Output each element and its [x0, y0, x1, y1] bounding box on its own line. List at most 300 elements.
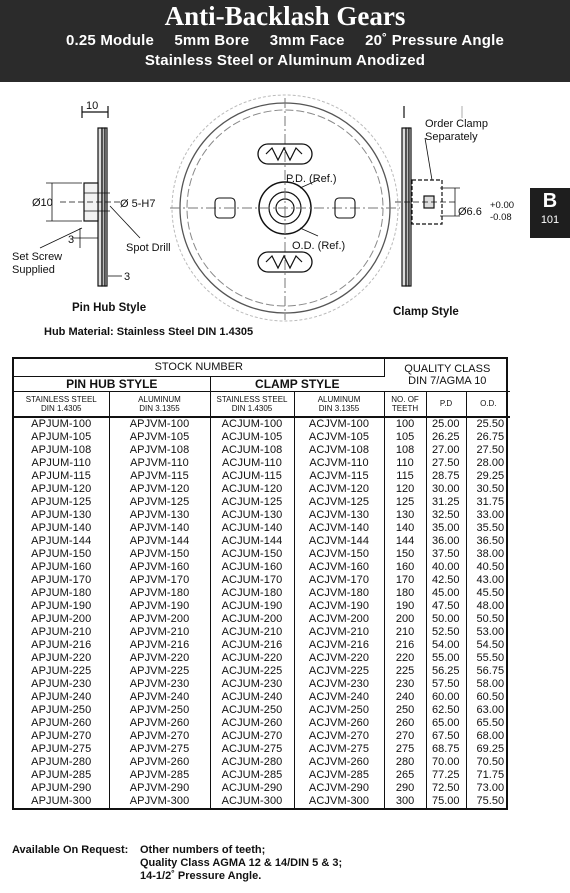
section-tab-letter: B	[542, 190, 558, 212]
header-banner	[0, 0, 570, 82]
table-row	[14, 678, 510, 691]
clamp-aluminum-code: ACJVM-210	[294, 626, 384, 639]
table-row	[14, 756, 510, 769]
clamp-stainless-code: ACJUM-160	[210, 561, 294, 574]
od-cell: 53.00	[476, 626, 505, 638]
material-spec: Stainless Steel or Aluminum Anodized	[144, 52, 426, 69]
od-cell: 38.00	[476, 548, 505, 560]
clamp-aluminum-code: ACJVM-220	[294, 652, 384, 665]
available-line-2: Quality Class AGMA 12 & 14/DIN 5 & 3;	[140, 857, 343, 869]
pin-stainless-code: APJUM-275	[14, 743, 109, 756]
tol-plus-label: +0.00	[490, 200, 515, 211]
table-row	[14, 587, 510, 600]
clamp-stainless-code: ACJUM-300	[210, 795, 294, 808]
pd-cell: 37.50	[426, 548, 466, 561]
teeth-cell: 160	[384, 561, 426, 574]
clamp-aluminum-code: ACJVM-125	[294, 496, 384, 509]
od-cell: 69.25	[476, 743, 505, 755]
pin-stainless-code: APJUM-200	[14, 613, 109, 626]
table-row	[14, 535, 510, 548]
pd-cell: 67.50	[426, 730, 466, 743]
clamp-aluminum-code: ACJVM-200	[294, 613, 384, 626]
table-row	[14, 717, 510, 730]
od-cell: 31.75	[476, 496, 505, 508]
clamp-stainless-code: ACJUM-280	[210, 756, 294, 769]
clamp-aluminum-code: ACJVM-120	[294, 483, 384, 496]
od-cell: 50.50	[476, 613, 505, 625]
pin-stainless-code: APJUM-260	[14, 717, 109, 730]
table-row	[14, 600, 510, 613]
od-cell: 36.50	[476, 535, 505, 547]
pin-stainless-code: APJUM-115	[14, 470, 109, 483]
table-row	[14, 417, 510, 431]
spec-line	[0, 31, 570, 51]
col-od: O.D.	[466, 391, 510, 417]
clamp-stainless-code: ACJUM-290	[210, 782, 294, 795]
pin-stainless-code: APJUM-130	[14, 509, 109, 522]
pin-aluminum-code: APJVM-144	[109, 535, 210, 548]
pd-cell: 50.00	[426, 613, 466, 626]
teeth-cell: 225	[384, 665, 426, 678]
clamp-aluminum-code: ACJVM-260	[294, 756, 384, 769]
teeth-cell: 140	[384, 522, 426, 535]
pin-aluminum-code: APJVM-140	[109, 522, 210, 535]
available-line-3: 14-1/2˚ Pressure Angle.	[140, 870, 262, 882]
od-cell: 26.75	[476, 431, 505, 443]
teeth-cell: 290	[384, 782, 426, 795]
set-screw-label: Set Screw	[12, 251, 63, 263]
od-cell: 55.50	[476, 652, 505, 664]
pd-cell: 65.00	[426, 717, 466, 730]
pin-aluminum-code: APJVM-108	[109, 444, 210, 457]
table-row	[14, 457, 510, 470]
pin-aluminum-code: APJVM-285	[109, 769, 210, 782]
pd-cell: 45.00	[426, 587, 466, 600]
face-spec: 3mm Face	[269, 32, 345, 49]
pin-stainless-code: APJUM-250	[14, 704, 109, 717]
od-cell: 58.00	[476, 678, 505, 690]
teeth-cell: 230	[384, 678, 426, 691]
table-row	[14, 730, 510, 743]
clamp-stainless-code: ACJUM-210	[210, 626, 294, 639]
od-cell: 40.50	[476, 561, 505, 573]
clamp-aluminum-code: ACJVM-130	[294, 509, 384, 522]
od-cell: 28.00	[476, 457, 505, 469]
teeth-cell: 270	[384, 730, 426, 743]
col-pd: P.D	[426, 391, 466, 417]
col-clamp-stainless-label: STAINLESS STEEL	[216, 394, 288, 404]
page-title: Anti-Backlash Gears	[164, 1, 406, 31]
pin-aluminum-code: APJVM-225	[109, 665, 210, 678]
pin-stainless-code: APJUM-144	[14, 535, 109, 548]
teeth-cell: 220	[384, 652, 426, 665]
hub-material-note: Hub Material: Stainless Steel DIN 1.4305	[44, 326, 254, 338]
teeth-cell: 125	[384, 496, 426, 509]
pin-aluminum-code: APJVM-120	[109, 483, 210, 496]
clamp-aluminum-code: ACJVM-108	[294, 444, 384, 457]
od-cell: 25.50	[476, 418, 505, 430]
quality-class-header	[384, 359, 510, 391]
pin-aluminum-code: APJVM-270	[109, 730, 210, 743]
pd-cell: 55.00	[426, 652, 466, 665]
table-row	[14, 483, 510, 496]
pd-cell: 42.50	[426, 574, 466, 587]
pin-hub-style-header: PIN HUB STYLE	[14, 376, 210, 391]
table-row	[14, 444, 510, 457]
col-teeth-label-1: NO. OF	[391, 394, 419, 404]
col-teeth-label-2: TEETH	[391, 403, 419, 413]
teeth-cell: 210	[384, 626, 426, 639]
pin-stainless-code: APJUM-100	[14, 417, 109, 431]
pin-aluminum-code: APJVM-110	[109, 457, 210, 470]
clamp-stainless-code: ACJUM-130	[210, 509, 294, 522]
pd-cell: 32.50	[426, 509, 466, 522]
pd-cell: 57.50	[426, 678, 466, 691]
available-line-1: Other numbers of teeth;	[140, 844, 266, 856]
stock-table-body	[14, 417, 510, 808]
clamp-stainless-code: ACJUM-108	[210, 444, 294, 457]
table-row	[14, 561, 510, 574]
od-cell: 33.00	[476, 509, 505, 521]
pin-aluminum-code: APJVM-130	[109, 509, 210, 522]
teeth-cell: 180	[384, 587, 426, 600]
pin-stainless-code: APJUM-210	[14, 626, 109, 639]
pin-aluminum-code: APJVM-150	[109, 548, 210, 561]
pin-aluminum-code: APJVM-170	[109, 574, 210, 587]
clamp-stainless-code: ACJUM-216	[210, 639, 294, 652]
clamp-stainless-code: ACJUM-200	[210, 613, 294, 626]
pin-aluminum-code: APJVM-240	[109, 691, 210, 704]
teeth-cell: 275	[384, 743, 426, 756]
col-pin-aluminum-din: DIN 3.1355	[139, 403, 180, 413]
clamp-stainless-code: ACJUM-115	[210, 470, 294, 483]
tol-minus-label: -0.08	[490, 212, 512, 223]
section-tab	[530, 188, 570, 238]
pd-cell: 36.00	[426, 535, 466, 548]
pin-aluminum-code: APJVM-105	[109, 431, 210, 444]
col-clamp-aluminum	[294, 391, 384, 417]
clamp-aluminum-code: ACJVM-300	[294, 795, 384, 808]
teeth-cell: 265	[384, 769, 426, 782]
pin-aluminum-code: APJVM-115	[109, 470, 210, 483]
teeth-cell: 260	[384, 717, 426, 730]
teeth-cell: 216	[384, 639, 426, 652]
clamp-aluminum-code: ACJVM-100	[294, 417, 384, 431]
pin-hub-style-caption: Pin Hub Style	[72, 302, 147, 314]
pin-stainless-code: APJUM-190	[14, 600, 109, 613]
od-cell: 45.50	[476, 587, 505, 599]
col-teeth	[384, 391, 426, 417]
col-pin-stainless	[14, 391, 109, 417]
table-row	[14, 691, 510, 704]
clamp-stainless-code: ACJUM-140	[210, 522, 294, 535]
section-tab-number: 101	[540, 214, 560, 226]
clamp-aluminum-code: ACJVM-160	[294, 561, 384, 574]
clamp-stainless-code: ACJUM-225	[210, 665, 294, 678]
clamp-aluminum-code: ACJVM-250	[294, 704, 384, 717]
pin-aluminum-code: APJVM-210	[109, 626, 210, 639]
clamp-stainless-code: ACJUM-105	[210, 431, 294, 444]
teeth-cell: 120	[384, 483, 426, 496]
pin-stainless-code: APJUM-216	[14, 639, 109, 652]
pd-cell: 27.00	[426, 444, 466, 457]
pd-cell: 54.00	[426, 639, 466, 652]
table-row	[14, 639, 510, 652]
pin-stainless-code: APJUM-270	[14, 730, 109, 743]
od-cell: 75.50	[476, 795, 505, 807]
pin-stainless-code: APJUM-150	[14, 548, 109, 561]
pin-stainless-code: APJUM-230	[14, 678, 109, 691]
col-pin-aluminum-label: ALUMINUM	[138, 394, 181, 404]
table-row	[14, 795, 510, 808]
pd-cell: 31.25	[426, 496, 466, 509]
col-clamp-stainless	[210, 391, 294, 417]
pin-stainless-code: APJUM-285	[14, 769, 109, 782]
bore-spec: 5mm Bore	[174, 32, 250, 49]
available-label: Available On Request:	[12, 844, 129, 856]
clamp-aluminum-code: ACJVM-144	[294, 535, 384, 548]
clamp-aluminum-code: ACJVM-275	[294, 743, 384, 756]
pin-stainless-code: APJUM-170	[14, 574, 109, 587]
stock-table	[14, 359, 510, 808]
clamp-aluminum-code: ACJVM-290	[294, 782, 384, 795]
od-cell: 48.00	[476, 600, 505, 612]
teeth-cell: 144	[384, 535, 426, 548]
pin-aluminum-code: APJVM-230	[109, 678, 210, 691]
teeth-cell: 240	[384, 691, 426, 704]
dim-10-label: 10	[86, 100, 99, 112]
od-ref-label: O.D. (Ref.)	[292, 240, 346, 252]
pin-aluminum-code: APJVM-260	[109, 717, 210, 730]
teeth-cell: 115	[384, 470, 426, 483]
pin-aluminum-code: APJVM-300	[109, 795, 210, 808]
pd-cell: 70.00	[426, 756, 466, 769]
clamp-stainless-code: ACJUM-144	[210, 535, 294, 548]
od-cell: 60.50	[476, 691, 505, 703]
pd-cell: 68.75	[426, 743, 466, 756]
teeth-cell: 200	[384, 613, 426, 626]
pin-stainless-code: APJUM-300	[14, 795, 109, 808]
pin-stainless-code: APJUM-120	[14, 483, 109, 496]
od-cell: 68.00	[476, 730, 505, 742]
pin-aluminum-code: APJVM-125	[109, 496, 210, 509]
pin-aluminum-code: APJVM-190	[109, 600, 210, 613]
table-row	[14, 548, 510, 561]
quality-class-din: DIN 7/AGMA 10	[408, 374, 487, 387]
clamp-stainless-code: ACJUM-100	[210, 417, 294, 431]
clamp-stainless-code: ACJUM-230	[210, 678, 294, 691]
teeth-cell: 250	[384, 704, 426, 717]
table-row	[14, 665, 510, 678]
od-cell: 71.75	[476, 769, 505, 781]
clamp-stainless-code: ACJUM-170	[210, 574, 294, 587]
pd-cell: 72.50	[426, 782, 466, 795]
separately-label: Separately	[425, 131, 478, 143]
clamp-aluminum-code: ACJVM-180	[294, 587, 384, 600]
pd-cell: 27.50	[426, 457, 466, 470]
pin-stainless-code: APJUM-160	[14, 561, 109, 574]
od-cell: 54.50	[476, 639, 505, 651]
clamp-aluminum-code: ACJVM-260	[294, 717, 384, 730]
od-cell: 30.50	[476, 483, 505, 495]
clamp-aluminum-code: ACJVM-225	[294, 665, 384, 678]
table-row	[14, 574, 510, 587]
quality-class-title: QUALITY CLASS	[404, 362, 491, 375]
pin-aluminum-code: APJVM-216	[109, 639, 210, 652]
od-cell: 65.50	[476, 717, 505, 729]
pd-cell: 62.50	[426, 704, 466, 717]
table-row	[14, 743, 510, 756]
clamp-aluminum-code: ACJVM-270	[294, 730, 384, 743]
clamp-stainless-code: ACJUM-220	[210, 652, 294, 665]
teeth-cell: 190	[384, 600, 426, 613]
table-row	[14, 769, 510, 782]
table-row	[14, 522, 510, 535]
clamp-aluminum-code: ACJVM-285	[294, 769, 384, 782]
col-clamp-aluminum-label: ALUMINUM	[317, 394, 361, 404]
teeth-cell: 110	[384, 457, 426, 470]
clamp-stainless-code: ACJUM-285	[210, 769, 294, 782]
teeth-cell: 100	[384, 417, 426, 431]
table-row	[14, 470, 510, 483]
clamp-stainless-code: ACJUM-250	[210, 704, 294, 717]
clamp-aluminum-code: ACJVM-105	[294, 431, 384, 444]
pd-cell: 77.25	[426, 769, 466, 782]
teeth-cell: 105	[384, 431, 426, 444]
supplied-label: Supplied	[12, 264, 55, 276]
pin-stainless-code: APJUM-125	[14, 496, 109, 509]
table-row	[14, 652, 510, 665]
clamp-stainless-code: ACJUM-120	[210, 483, 294, 496]
clamp-stainless-code: ACJUM-180	[210, 587, 294, 600]
clamp-stainless-code: ACJUM-150	[210, 548, 294, 561]
od-cell: 63.00	[476, 704, 505, 716]
od-cell: 56.75	[476, 665, 505, 677]
pd-cell: 47.50	[426, 600, 466, 613]
table-row	[14, 626, 510, 639]
pd-cell: 28.75	[426, 470, 466, 483]
clamp-stainless-code: ACJUM-270	[210, 730, 294, 743]
pin-stainless-code: APJUM-240	[14, 691, 109, 704]
pd-cell: 56.25	[426, 665, 466, 678]
clamp-aluminum-code: ACJVM-110	[294, 457, 384, 470]
pin-stainless-code: APJUM-220	[14, 652, 109, 665]
pin-stainless-code: APJUM-180	[14, 587, 109, 600]
clamp-style-header: CLAMP STYLE	[210, 376, 384, 391]
teeth-cell: 130	[384, 509, 426, 522]
pin-stainless-code: APJUM-225	[14, 665, 109, 678]
dim-3b-label: 3	[124, 271, 131, 283]
pin-stainless-code: APJUM-110	[14, 457, 109, 470]
pin-aluminum-code: APJVM-275	[109, 743, 210, 756]
gear-face-view	[170, 95, 400, 321]
clamp-aluminum-code: ACJVM-190	[294, 600, 384, 613]
col-clamp-stainless-din: DIN 1.4305	[231, 403, 273, 413]
order-clamp-label: Order Clamp	[425, 118, 488, 130]
clamp-stainless-code: ACJUM-125	[210, 496, 294, 509]
pin-aluminum-code: APJVM-100	[109, 417, 210, 431]
pin-stainless-code: APJUM-108	[14, 444, 109, 457]
table-row	[14, 431, 510, 444]
teeth-cell: 300	[384, 795, 426, 808]
pd-cell: 30.00	[426, 483, 466, 496]
table-row	[14, 509, 510, 522]
od-cell: 35.50	[476, 522, 505, 534]
spot-drill-label: Spot Drill	[126, 242, 171, 254]
stock-number-header: STOCK NUMBER	[14, 359, 384, 376]
table-row	[14, 613, 510, 626]
pd-cell: 35.00	[426, 522, 466, 535]
od-cell: 27.50	[476, 444, 505, 456]
pin-stainless-code: APJUM-105	[14, 431, 109, 444]
clamp-style-caption: Clamp Style	[393, 306, 459, 318]
pin-aluminum-code: APJVM-290	[109, 782, 210, 795]
od-cell: 73.00	[476, 782, 505, 794]
technical-drawing	[0, 88, 570, 328]
teeth-cell: 280	[384, 756, 426, 769]
pd-cell: 75.00	[426, 795, 466, 808]
pd-cell: 26.25	[426, 431, 466, 444]
od-cell: 29.25	[476, 470, 505, 482]
pin-stainless-code: APJUM-140	[14, 522, 109, 535]
pin-aluminum-code: APJVM-220	[109, 652, 210, 665]
clamp-aluminum-code: ACJVM-170	[294, 574, 384, 587]
clamp-stainless-code: ACJUM-190	[210, 600, 294, 613]
clamp-aluminum-code: ACJVM-230	[294, 678, 384, 691]
clamp-stainless-code: ACJUM-110	[210, 457, 294, 470]
stock-table-frame	[12, 357, 508, 810]
pressure-angle-spec: 20˚ Pressure Angle	[365, 32, 505, 49]
available-options	[140, 844, 342, 883]
clamp-aluminum-code: ACJVM-216	[294, 639, 384, 652]
module-spec: 0.25 Module	[65, 32, 155, 49]
table-row	[14, 782, 510, 795]
pin-aluminum-code: APJVM-250	[109, 704, 210, 717]
pin-stainless-code: APJUM-290	[14, 782, 109, 795]
bore-h7-label: Ø 5-H7	[120, 198, 156, 210]
clamp-aluminum-code: ACJVM-115	[294, 470, 384, 483]
pin-aluminum-code: APJVM-260	[109, 756, 210, 769]
col-pin-aluminum	[109, 391, 210, 417]
dia-66-label: Ø6.6	[458, 206, 482, 218]
clamp-aluminum-code: ACJVM-240	[294, 691, 384, 704]
pd-cell: 52.50	[426, 626, 466, 639]
table-row	[14, 704, 510, 717]
pin-aluminum-code: APJVM-180	[109, 587, 210, 600]
pd-cell: 60.00	[426, 691, 466, 704]
pd-cell: 40.00	[426, 561, 466, 574]
dim-3a-label: 3	[68, 234, 75, 246]
pin-aluminum-code: APJVM-160	[109, 561, 210, 574]
pd-cell: 25.00	[426, 417, 466, 431]
col-clamp-aluminum-din: DIN 3.1355	[318, 403, 360, 413]
od-cell: 70.50	[476, 756, 505, 768]
pin-aluminum-code: APJVM-200	[109, 613, 210, 626]
clamp-stainless-code: ACJUM-275	[210, 743, 294, 756]
teeth-cell: 108	[384, 444, 426, 457]
dia-10-label: Ø10	[32, 197, 53, 209]
clamp-aluminum-code: ACJVM-150	[294, 548, 384, 561]
teeth-cell: 170	[384, 574, 426, 587]
col-pin-stainless-label: STAINLESS STEEL	[25, 394, 97, 404]
clamp-aluminum-code: ACJVM-140	[294, 522, 384, 535]
col-pin-stainless-din: DIN 1.4305	[41, 403, 82, 413]
clamp-stainless-code: ACJUM-260	[210, 717, 294, 730]
od-cell: 43.00	[476, 574, 505, 586]
table-row	[14, 496, 510, 509]
clamp-stainless-code: ACJUM-240	[210, 691, 294, 704]
pd-ref-label: P.D. (Ref.)	[286, 173, 337, 185]
